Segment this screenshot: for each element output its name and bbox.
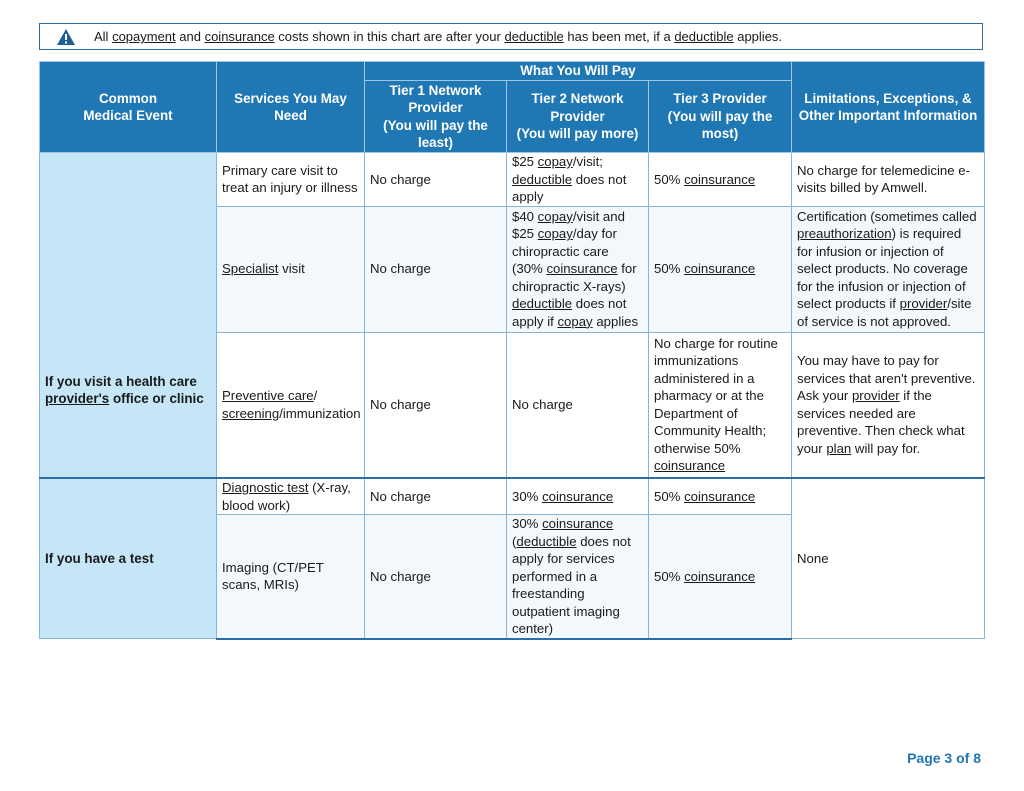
glossary-link[interactable]: copay — [557, 313, 593, 329]
deductible-notice — [39, 23, 983, 50]
glossary-link[interactable]: coinsurance — [684, 488, 756, 504]
glossary-link[interactable]: provider — [851, 388, 900, 404]
header-tier3: Tier 3 Provider (You will pay the most) — [649, 81, 792, 153]
tier2-cell: $25 copay/visit; deductible does not apply — [507, 153, 649, 207]
glossary-link[interactable]: deductible — [516, 533, 577, 549]
tier1-cell: No charge — [365, 515, 507, 639]
glossary-link[interactable]: coinsurance — [684, 171, 756, 187]
tier2-cell: No charge — [507, 332, 649, 478]
glossary-link[interactable]: Preventive care — [222, 388, 314, 404]
event-test: If you have a test — [40, 478, 217, 639]
tier3-cell: No charge for routine immunizations administered in a pharmacy or at the Department of Community Health; otherwise 50% coinsurance — [649, 332, 792, 478]
glossary-link[interactable]: preauthorization — [797, 226, 892, 242]
header-what-you-will-pay: What You Will Pay — [365, 62, 792, 81]
glossary-link[interactable]: coinsurance — [542, 488, 614, 504]
glossary-link[interactable]: coinsurance — [654, 458, 726, 474]
warning-triangle-icon — [56, 28, 76, 46]
header-tier1: Tier 1 Network Provider (You will pay the least) — [365, 81, 507, 153]
header-services: Services You May Need — [217, 62, 365, 153]
glossary-link[interactable]: copay — [537, 226, 573, 242]
table-row — [40, 478, 985, 515]
notice-text: All copayment and coinsurance costs shown in this chart are after your deductible has been met, if a deductible applies. — [94, 29, 783, 44]
tier1-cell: No charge — [365, 153, 507, 207]
glossary-link[interactable]: plan — [826, 440, 852, 456]
header-limitations: Limitations, Exceptions, & Other Important Information — [792, 62, 985, 153]
glossary-link[interactable]: deductible — [674, 29, 734, 44]
glossary-link[interactable]: coinsurance — [684, 261, 756, 277]
header-common-medical-event: Common Medical Event — [40, 62, 217, 153]
glossary-link[interactable]: copay — [537, 154, 573, 169]
tier2-cell: 30% coinsurance (deductible does not apply for services performed in a freestanding outpatient imaging center) — [507, 515, 649, 639]
limitations-cell: You may have to pay for services that aren't preventive. Ask your provider if the services needed are preventive. Then check what your plan will pay for. — [792, 332, 985, 478]
header-tier2: Tier 2 Network Provider (You will pay more) — [507, 81, 649, 153]
glossary-link[interactable]: coinsurance — [546, 261, 618, 277]
glossary-link[interactable]: provider's — [45, 391, 110, 406]
glossary-link[interactable]: copayment — [112, 29, 176, 44]
limitations-cell: None — [792, 478, 985, 639]
tier1-cell: No charge — [365, 206, 507, 332]
tier1-cell: No charge — [365, 332, 507, 478]
tier2-cell: 30% coinsurance — [507, 478, 649, 515]
table-row — [40, 153, 985, 207]
service-cell: Imaging (CT/PET scans, MRIs) — [217, 515, 365, 639]
coverage-table — [39, 61, 985, 640]
tier2-cell: $40 copay/visit and $25 copay/day for chiropractic care (30% coinsurance for chiropractic X-rays) deductible does not apply if copay applies — [507, 206, 649, 332]
glossary-link[interactable]: deductible — [512, 296, 573, 312]
limitations-cell: Certification (sometimes called preauthorization) is required for infusion or injection of select products. No coverage for the infusion or injection of select products if provider/site of service is not approved. — [792, 206, 985, 332]
glossary-link[interactable]: coinsurance — [542, 516, 614, 531]
service-cell: Specialist visit — [217, 206, 365, 332]
glossary-link[interactable]: coinsurance — [684, 568, 756, 584]
event-office-visit: If you visit a health care provider's office or clinic — [40, 153, 217, 479]
page-number: Page 3 of 8 — [907, 750, 981, 766]
tier1-cell: No charge — [365, 478, 507, 515]
glossary-link[interactable]: copay — [537, 208, 573, 224]
glossary-link[interactable]: provider — [899, 296, 948, 312]
glossary-link[interactable]: screening — [222, 405, 280, 421]
service-cell: Primary care visit to treat an injury or illness — [217, 153, 365, 207]
tier3-cell: 50% coinsurance — [649, 515, 792, 639]
limitations-cell: No charge for telemedicine e-visits billed by Amwell. — [792, 153, 985, 207]
glossary-link[interactable]: Specialist — [222, 261, 279, 277]
glossary-link[interactable]: Diagnostic test — [222, 480, 309, 495]
glossary-link[interactable]: deductible — [504, 29, 564, 44]
tier3-cell: 50% coinsurance — [649, 206, 792, 332]
glossary-link[interactable]: deductible — [512, 171, 573, 187]
service-cell: Diagnostic test (X-ray, blood work) — [217, 478, 365, 515]
tier3-cell: 50% coinsurance — [649, 153, 792, 207]
service-cell: Preventive care/ screening/immunization — [217, 332, 365, 478]
tier3-cell: 50% coinsurance — [649, 478, 792, 515]
glossary-link[interactable]: coinsurance — [204, 29, 275, 44]
